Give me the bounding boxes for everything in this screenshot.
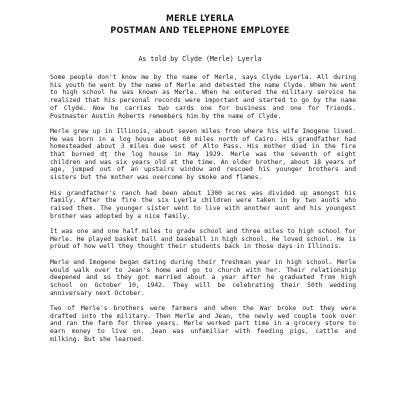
body-text (50, 74, 356, 351)
title-name: MERLE LYERLA (165, 14, 235, 24)
paragraph-6: Two of Merle's brothers were farmers and when the War broke out they were drafted into the military. Then Merle and Jean, the newly wed couple took over and ran the farm for three years. Merle worked part time in a grocery store to earn money to live on. Jean was unfamiliar with feeding pigs, cattle and milking. But she learned. (50, 305, 356, 343)
paragraph-4: It was one and one half miles to grade school and three miles to high school for Merle. He played basket ball and baseball in high school. He loved school. He is proud of how well they thought their students back in those days in Illinois. (50, 228, 356, 251)
paragraph-5: Merle and Imogene began dating during their freshman year in high school. Merle would walk over to Jean's home and go to church with her. Their relationship deepened and so they got married about a year after he graduated from high school on October 10, 1942. They will be celebrating their 50th wedding anniversary next October. (50, 258, 356, 297)
paragraph-1: Some people don't know me by the name of Merle, says Clyde Lyerla. All during his youth he went by the name of Merle and detested the name Clyde. When he went to high school he was known as Merle. When he entered the military service he realized that his personal records were important and started to go by the name of Clyde. Now he carries two cards one for business and one for friends. Postmaster Austin Roberts remembers him by the name of Clyde. (50, 74, 356, 120)
byline: As told by Clyde (Merle) Lyerla (138, 55, 262, 63)
title-occupation: POSTMAN AND TELEPHONE EMPLOYEE (110, 25, 290, 36)
document-title (0, 14, 400, 37)
paragraph-3: His grandfather's ranch had been about 1300 acres was divided up amongst his family. After the fire the six Lyerla children were taken in by two aunts who raised them. The younger sister went to live with another aunt and his youngest brother was adopted by a nice family. (50, 189, 356, 220)
paragraph-2: Merle grew up in Illinois, about seven miles from where his wife Imogene lived. He was born in a log house about 60 miles north of Cairo. His grandfather had homesteaded about 3 miles due west of Alto Pass. His mother died in the fire that burned dţ the log house in May 1929. Merle was the seventh of eight children and was six years old at the time. An older brother, about 18 years of age, jumped out of an upstairs window and rescued his younger brothers and sisters but the mother was overcome by smoke and flames. (50, 127, 356, 182)
